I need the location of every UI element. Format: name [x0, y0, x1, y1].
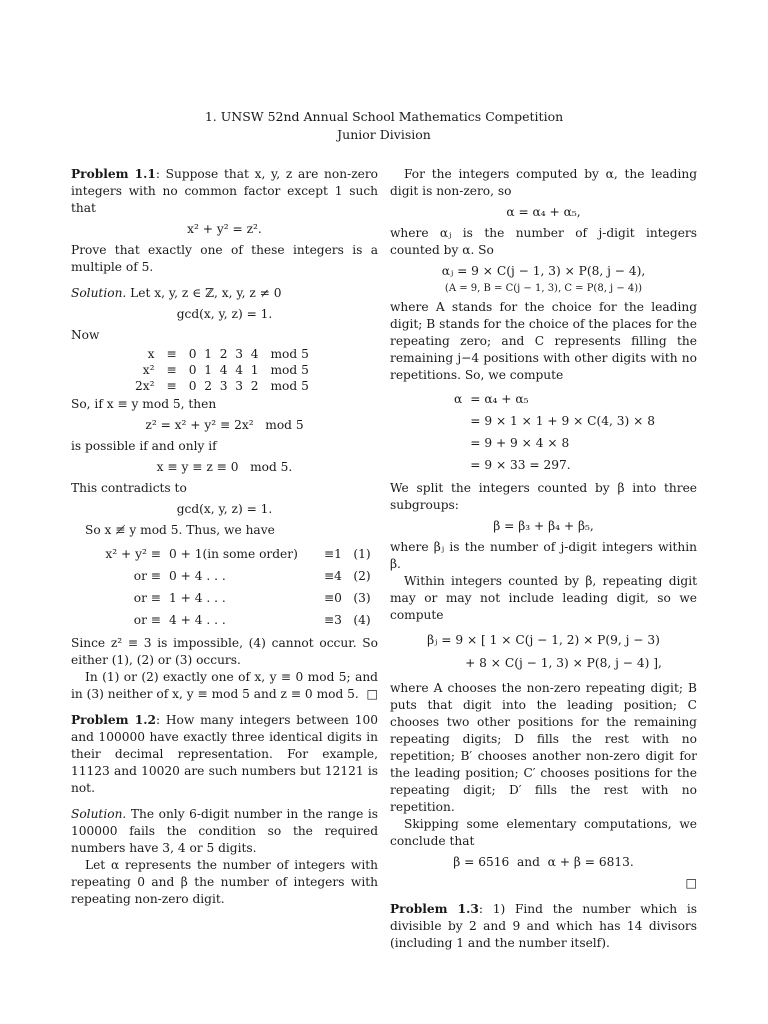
text-so-x: So x ≢ y mod 5. Thus, we have — [85, 523, 275, 537]
mod-table — [129, 346, 315, 394]
mod-row — [129, 362, 315, 378]
case-row — [93, 587, 378, 609]
problem-1-3-text: : 1) Find the number which is divisible by 2 and 9 and which has 14 divisors (including 1 and the number itself). — [390, 902, 697, 950]
right-column — [390, 166, 697, 952]
case-lhs: x² + y² ≡ — [105, 547, 161, 561]
equation-pythagorean: x² + y² = z². — [187, 222, 262, 236]
text-in12: In (1) or (2) exactly one of x, y ≡ 0 mod 5; and in (3) neither of x, y ≡ mod 5 and z ≡ 0 mod 5. — [71, 670, 378, 701]
case-number: (3) — [353, 591, 371, 605]
text-since: Since z² ≡ 3 is impossible, (4) cannot occur. So either (1), (2) or (3) occurs. — [71, 636, 378, 667]
problem-1-2-label: Problem 1.2 — [71, 713, 156, 727]
calc-row — [450, 454, 659, 476]
mod-cell: ≡ — [166, 363, 177, 377]
case-result: ≡3 — [323, 613, 342, 627]
problem-1-2-text: : How many integers between 100 and 100000 have exactly three identical digits in their decimal representation. For example, 11123 and 10020 are such numbers but 12121 is not. — [71, 713, 379, 795]
problem-1-3-label: Problem 1.3 — [390, 902, 479, 916]
case-row — [93, 565, 378, 587]
problem-1-1 — [71, 166, 378, 217]
text-where-A: where A stands for the choice for the leading digit; B stands for the choice of the places for the repeating zero; and C represents filling the remaining j−4 positions with other digits with no repetitions. So, we compute — [390, 300, 697, 382]
header-title: 1. UNSW 52nd Annual School Mathematics Competition — [204, 109, 564, 124]
case-sum: 4 + 4 . . . — [169, 613, 226, 627]
case-result: ≡0 — [323, 591, 342, 605]
left-column — [71, 166, 378, 908]
mod-cell: mod 5 — [270, 363, 309, 377]
text-so-if: So, if x ≡ y mod 5, then — [71, 397, 217, 411]
case-sum: 0 + 4 . . . — [169, 569, 226, 583]
text-where-bj: where βⱼ is the number of j-digit integers within β. — [390, 540, 697, 571]
solution-label: Solution. — [71, 286, 127, 300]
case-row — [93, 543, 378, 565]
case-sum: 0 + 1(in some order) — [169, 547, 298, 561]
calc-lhs — [450, 454, 466, 476]
text-now: Now — [71, 328, 100, 342]
calc-rhs: = 9 × 1 × 1 + 9 × C(4, 3) × 8 — [470, 414, 655, 428]
equation-final: β = 6516 and α + β = 6813. — [453, 855, 634, 869]
mod-row — [129, 378, 315, 394]
equation-aj: αⱼ = 9 × C(j − 1, 3) × P(8, j − 4), — [441, 264, 646, 278]
equation-gcd-2: gcd(x, y, z) = 1. — [176, 502, 273, 516]
text-skipping: Skipping some elementary computations, we conclude that — [390, 817, 697, 848]
alpha-calc-table — [450, 388, 659, 476]
problem-1-1-text: : Suppose that x, y, z are non-zero integers with no common factor except 1 such that — [71, 167, 378, 215]
case-sum: 1 + 4 . . . — [169, 591, 226, 605]
mod-cell: 0 2 3 3 2 — [188, 379, 259, 393]
equation-aj-block — [390, 263, 697, 295]
cases-table — [93, 543, 378, 631]
calc-rhs: = 9 × 33 = 297. — [470, 458, 571, 472]
solution-1-1 — [71, 285, 378, 302]
equation-gcd: gcd(x, y, z) = 1. — [176, 307, 273, 321]
text-possible: is possible if and only if — [71, 439, 217, 453]
calc-row — [450, 410, 659, 432]
text-where-aj: where αⱼ is the number of j-digit integers counted by α. So — [390, 226, 697, 257]
mod-cell: mod 5 — [270, 347, 309, 361]
case-number: (2) — [353, 569, 371, 583]
text-where-A2: where A chooses the non-zero repeating digit; B puts that digit into the leading position; C chooses two other positions for the remaining repeating digits; D fills the rest with no repetition; B′ chooses another non-zero digit for the leading position; C′ chooses positions for the repeating digit; D′ fills the rest with no repetition. — [390, 681, 697, 814]
page-header — [0, 108, 768, 144]
solution-text: Let x, y, z ∈ ℤ, x, y, z ≠ 0 — [126, 286, 282, 300]
text-within: Within integers counted by β, repeating digit may or may not include leading digit, so we compute — [390, 574, 697, 622]
mod-cell: ≡ — [166, 347, 177, 361]
solution-1-2 — [71, 806, 378, 857]
problem-1-1-prove: Prove that exactly one of these integers is a multiple of 5. — [71, 243, 378, 274]
text-contradicts: This contradicts to — [71, 481, 187, 495]
case-number: (1) — [353, 547, 371, 561]
mod-cell: mod 5 — [270, 379, 309, 393]
mod-cell: ≡ — [166, 379, 177, 393]
equation-bj-line1: βⱼ = 9 × [ 1 × C(j − 1, 2) × P(9, j − 3) — [427, 633, 660, 647]
case-lhs: or ≡ — [133, 591, 161, 605]
solution-text: The only 6-digit number in the range is 100000 fails the condition so the required numbers have 3, 4 or 5 digits. — [71, 807, 378, 855]
text-let-alpha: Let α represents the number of integers with repeating 0 and β the number of integers with repeating non-zero digit. — [71, 858, 378, 906]
equation-aj-notes: (A = 9, B = C(j − 1, 3), C = P(8, j − 4)) — [444, 283, 643, 294]
qed-symbol: □ — [685, 876, 697, 890]
solution-label: Solution. — [71, 807, 127, 821]
calc-rhs: = α₄ + α₅ — [470, 392, 529, 406]
mod-cell: 0 1 4 4 1 — [188, 363, 259, 377]
mod-cell: 0 1 2 3 4 — [188, 347, 259, 361]
case-row — [93, 609, 378, 631]
mod-cell: x² — [142, 363, 155, 377]
case-lhs: or ≡ — [133, 569, 161, 583]
calc-lhs: α — [454, 392, 463, 406]
header-division: Junior Division — [337, 127, 431, 142]
problem-1-3 — [390, 901, 697, 952]
equation-alpha: α = α₄ + α₅, — [506, 205, 581, 219]
calc-lhs — [450, 410, 466, 432]
equation-bj-line2: + 8 × C(j − 1, 3) × P(8, j − 4) ], — [465, 656, 662, 670]
case-result: ≡1 — [323, 547, 342, 561]
equation-z2: z² = x² + y² ≡ 2x² mod 5 — [145, 418, 304, 432]
case-number: (4) — [353, 613, 371, 627]
equation-beta: β = β₃ + β₄ + β₅, — [493, 519, 594, 533]
case-lhs: or ≡ — [133, 613, 161, 627]
equation-xyz: x ≡ y ≡ z ≡ 0 mod 5. — [156, 460, 293, 474]
calc-row — [450, 432, 659, 454]
text-split: We split the integers counted by β into three subgroups: — [390, 481, 697, 512]
mod-row — [129, 346, 315, 362]
case-result: ≡4 — [323, 569, 342, 583]
calc-lhs — [450, 432, 466, 454]
text-for-int: For the integers computed by α, the leading digit is non-zero, so — [390, 167, 697, 198]
calc-row — [450, 388, 659, 410]
calc-rhs: = 9 + 9 × 4 × 8 — [470, 436, 570, 450]
equation-bj-block — [390, 632, 697, 672]
mod-cell: 2x² — [135, 379, 155, 393]
problem-1-2 — [71, 712, 378, 797]
qed-symbol: □ — [366, 687, 378, 701]
problem-1-1-label: Problem 1.1 — [71, 167, 156, 181]
mod-cell: x — [147, 347, 155, 361]
